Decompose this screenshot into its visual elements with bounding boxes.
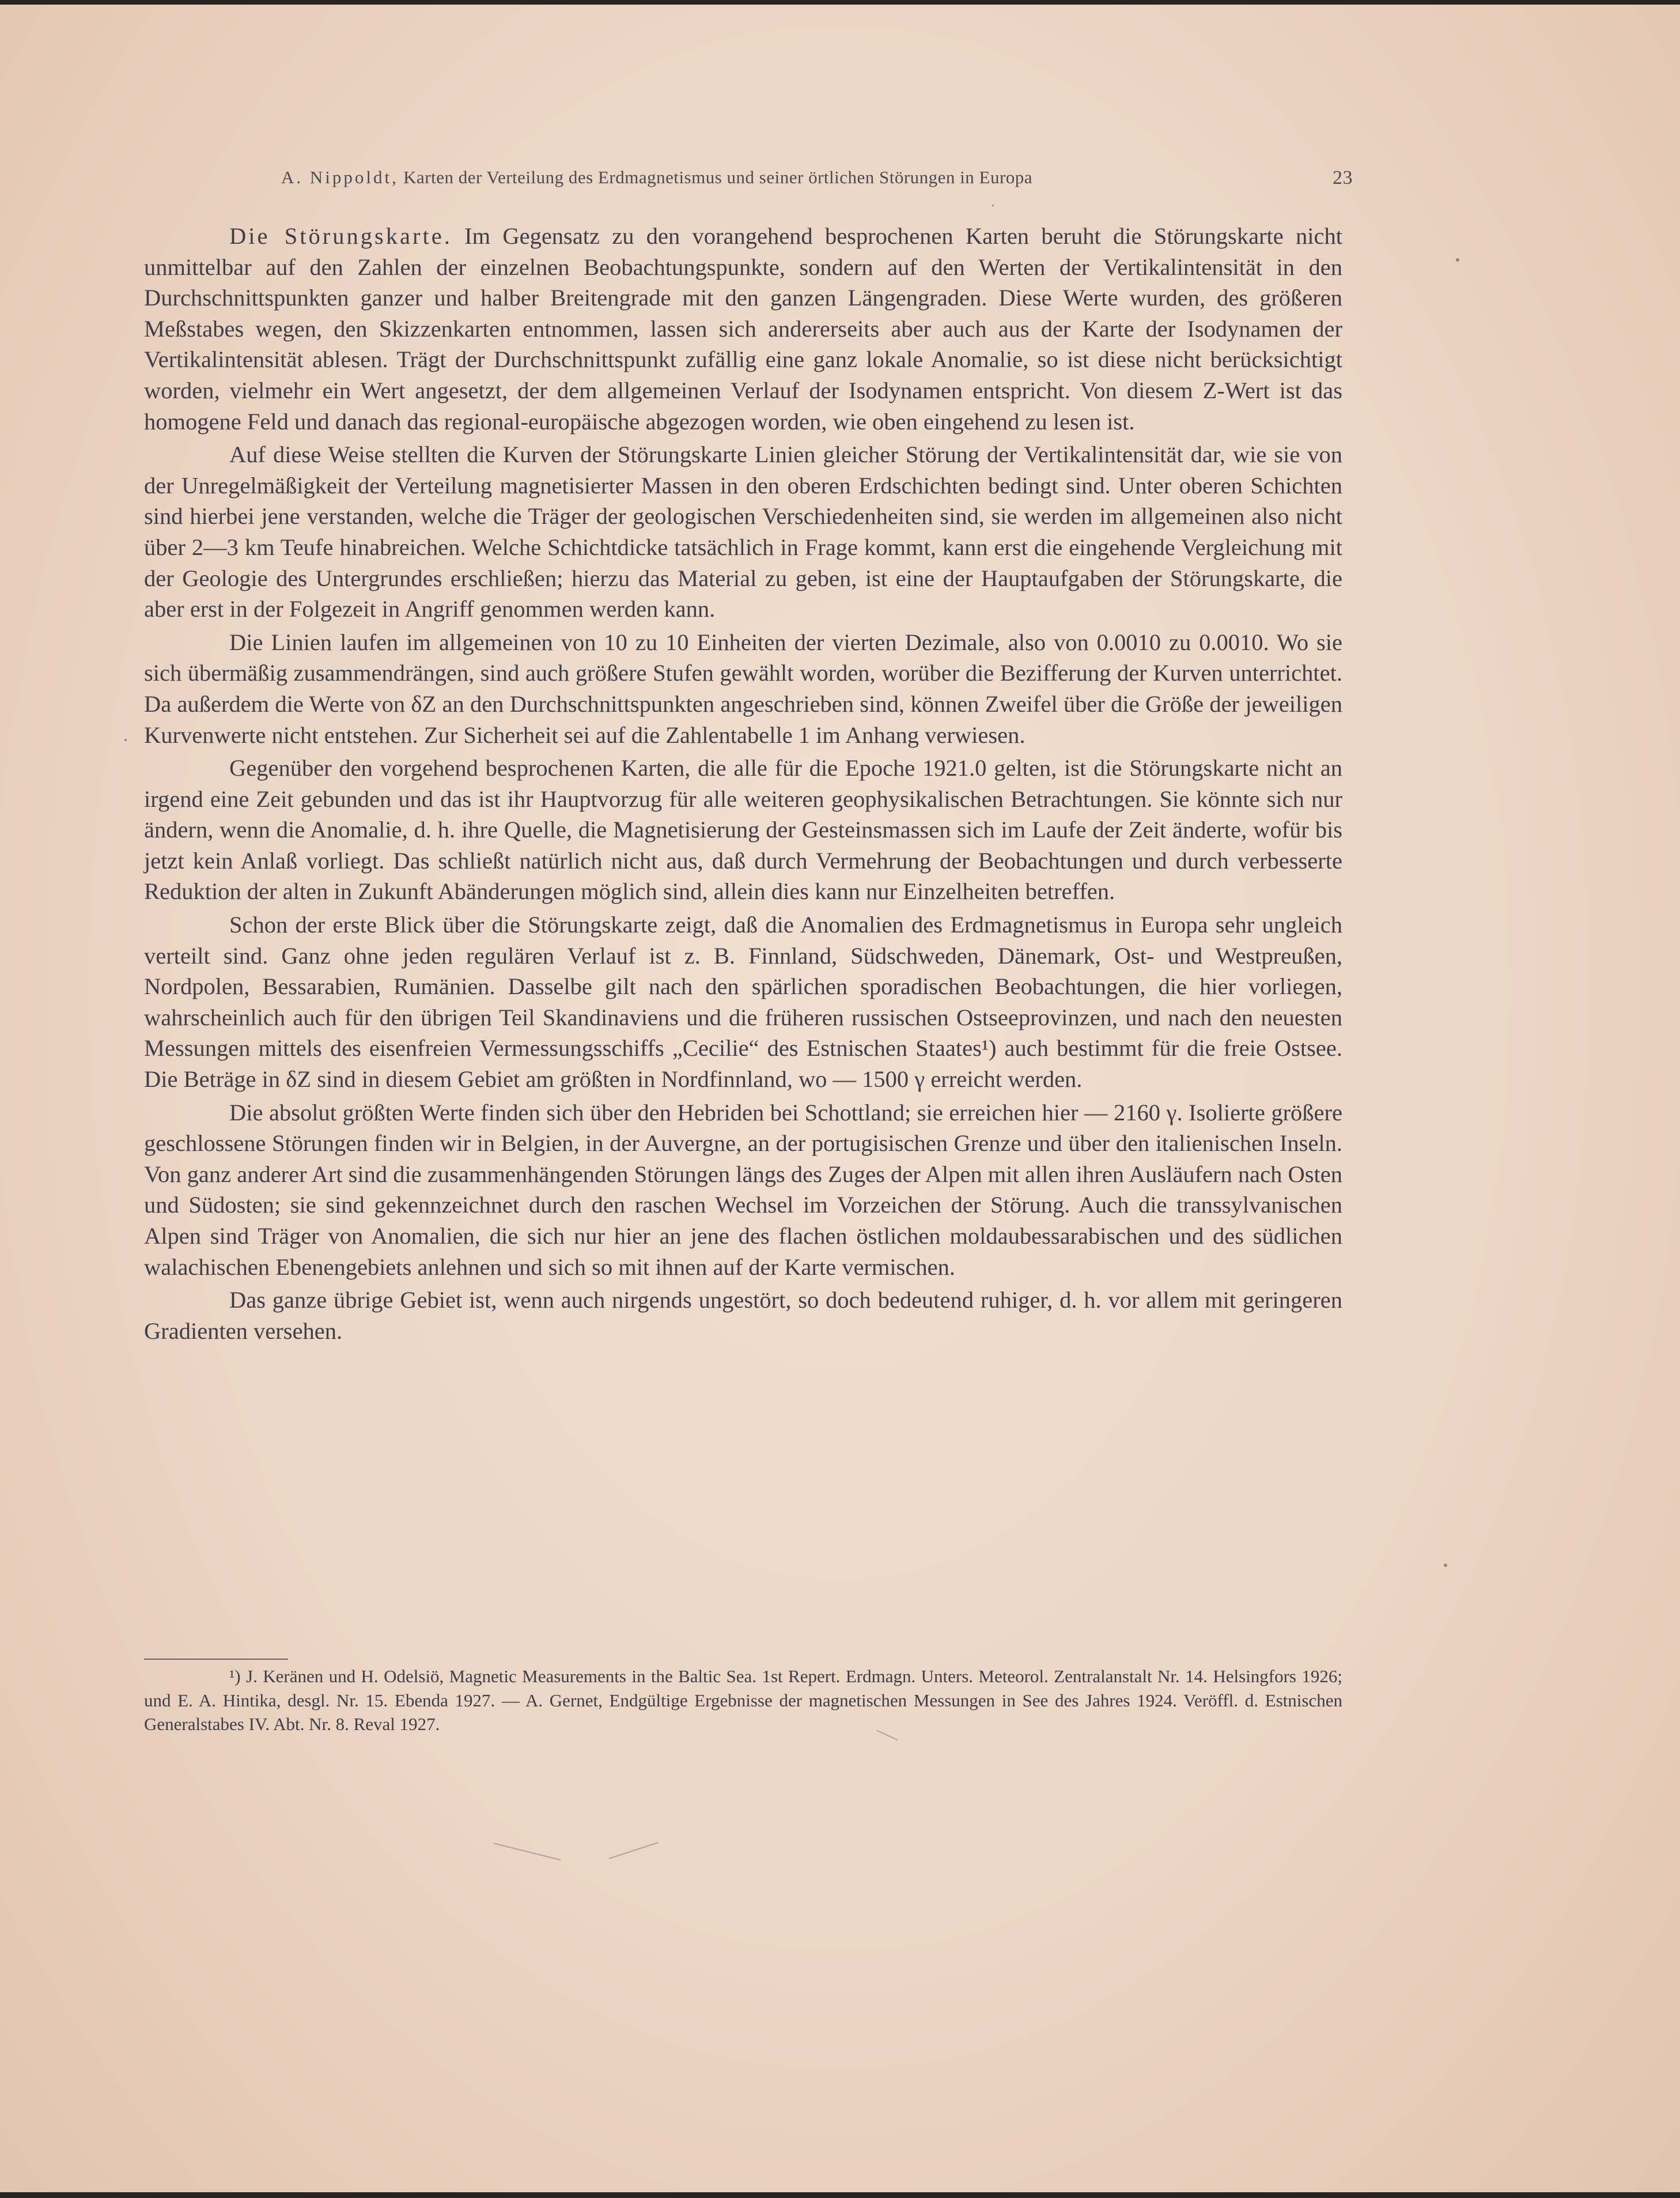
body-text (144, 221, 1342, 1349)
footnote-1 (144, 1664, 1342, 1736)
scan-top-edge (0, 0, 1680, 5)
running-head-text (281, 167, 1032, 188)
section-lead: Die Störungskarte. (229, 223, 452, 249)
scan-bottom-edge (0, 2192, 1680, 2198)
paragraph-3 (144, 627, 1342, 750)
paragraph-6 (144, 1097, 1342, 1283)
paragraph-4 (144, 753, 1342, 907)
paragraph-1 (144, 221, 1342, 437)
paragraph-1-text: Im Gegensatz zu den vorangehend besprochenen Karten beruht die Störungskarte nicht unmittelbar auf den Zahlen der einzelnen Beobachtungspunkte, sondern auf den Werten der Vertikalintensität in den Durchschnittspunkten ganzer und halber Breitengrade mit den ganzen Längengraden. Diese Werte wurden, des größeren Meßstabes wegen, den Skizzenkarten entnommen, lassen sich andererseits aber auch aus der Karte der Isodynamen der Vertikalintensität ablesen. Trägt der Durchschnittspunkt zufällig eine ganz lokale Anomalie, so ist diese nicht berücksichtigt worden, vielmehr ein Wert angesetzt, der dem allgemeinen Verlauf der Isodynamen entspricht. Von diesem Z-Wert ist das homogene Feld und danach das regional-europäische abgezogen worden, wie oben eingehend zu lesen ist. (144, 223, 1342, 435)
paragraph-5 (144, 909, 1342, 1095)
head-title: Karten der Verteilung des Erdmagnetismus und seiner örtlichen Störungen in Europa (403, 167, 1033, 187)
paragraph-4-text: Gegenüber den vorgehend besprochenen Karten, die alle für die Epoche 1921.0 gelten, ist die Störungskarte nicht an irgend eine Zeit gebunden und das ist ihr Hauptvorzug für alle weiteren geophysikalischen Betrachtungen. Sie könnte sich nur ändern, wenn die Anomalie, d. h. ihre Quelle, die Magnetisierung der Gesteinsmassen sich im Laufe der Zeit änderte, wofür bis jetzt kein Anlaß vorliegt. Das schließt natürlich nicht aus, daß durch Vermehrung der Beobachtungen und durch verbesserte Reduktion der alten in Zukunft Abänderungen möglich sind, allein dies kann nur Einzelheiten betreffen. (144, 755, 1342, 905)
head-author: A. Nippoldt, (281, 167, 399, 187)
footnote-rule (144, 1659, 288, 1660)
page-number: 23 (1333, 167, 1353, 188)
paper-speck (992, 205, 994, 206)
footnotes (144, 1664, 1342, 1736)
paper-speck (1456, 258, 1459, 262)
paper-speck (124, 739, 127, 741)
paragraph-3-text: Die Linien laufen im allgemeinen von 10 zu 10 Einheiten der vierten Dezimale, also von 0.0010 zu 0.0010. Wo sie sich übermäßig zusammendrängen, sind auch größere Stufen gewählt worden, worüber die Bezifferung der Kurven unterrichtet. Da außerdem die Werte von δZ an den Durchschnittspunkten angeschrieben sind, können Zweifel über die Größe der jeweiligen Kurvenwerte nicht entstehen. Zur Sicherheit sei auf die Zahlentabelle 1 im Anhang verwiesen. (144, 629, 1342, 748)
running-head (281, 167, 1353, 196)
paragraph-2 (144, 439, 1342, 625)
footnote-text: J. Keränen und H. Odelsiö, Magnetic Measurements in the Baltic Sea. 1st Repert. Erdmagn. Unters. Meteorol. Zentralanstalt Nr. 14. Helsingfors 1926; und E. A. Hintika, desgl. Nr. 15. Ebenda 1927. — A. Gernet, Endgültige Ergebnisse der magnetischen Messungen in See des Jahres 1924. Veröffl. d. Estnischen Generalstabes IV. Abt. Nr. 8. Reval 1927. (144, 1666, 1342, 1734)
paragraph-5-text: Schon der erste Blick über die Störungskarte zeigt, daß die Anomalien des Erdmagnetismus in Europa sehr ungleich verteilt sind. Ganz ohne jeden regulären Verlauf ist z. B. Finnland, Südschweden, Dänemark, Ost- und Westpreußen, Nordpolen, Bessarabien, Rumänien. Dasselbe gilt nach den spärlichen sporadischen Beobachtungen, die hier vorliegen, wahrscheinlich auch für den übrigen Teil Skandinaviens und die früheren russischen Ostseeprovinzen, und nach den neuesten Messungen mittels des eisenfreien Vermessungsschiffs „Cecilie“ des Estnischen Staates¹) auch bestimmt für die freie Ostsee. Die Beträge in δZ sind in diesem Gebiet am größten in Nordfinnland, wo — 1500 γ erreicht werden. (144, 912, 1342, 1093)
paragraph-2-text: Auf diese Weise stellten die Kurven der Störungskarte Linien gleicher Störung der Vertikalintensität dar, wie sie von der Unregelmäßigkeit der Verteilung magnetisierter Massen in den oberen Erdschichten bedingt sind. Unter oberen Schichten sind hierbei jene verstanden, welche die Träger der geologischen Verschiedenheiten sind, sie werden im allgemeinen also nicht über 2—3 km Teufe hinabreichen. Welche Schichtdicke tatsächlich in Frage kommt, kann erst die eingehende Vergleichung mit der Geologie des Untergrundes erschließen; hierzu das Material zu geben, ist eine der Hauptaufgaben der Störungskarte, die aber erst in der Folgezeit in Angriff genommen werden kann. (144, 441, 1342, 622)
footnote-marker: ¹) (229, 1666, 241, 1686)
paragraph-7-text: Das ganze übrige Gebiet ist, wenn auch nirgends ungestört, so doch bedeutend ruhiger, d. h. vor allem mit geringeren Gradienten versehen. (144, 1287, 1342, 1344)
paper-speck (1444, 1563, 1447, 1567)
paragraph-7 (144, 1285, 1342, 1346)
paragraph-6-text: Die absolut größten Werte finden sich über den Hebriden bei Schottland; sie erreichen hier — 2160 γ. Isolierte größere geschlossene Störungen finden wir in Belgien, in der Auvergne, an der portugisischen Grenze und über den italienischen Inseln. Von ganz anderer Art sind die zusammenhängenden Störungen längs des Zuges der Alpen mit allen ihren Ausläufern nach Osten und Südosten; sie sind gekennzeichnet durch den raschen Wechsel im Vorzeichen der Störung. Auch die transsylvanischen Alpen sind Träger von Anomalien, die sich nur hier an jene des flachen östlichen moldaubessarabischen und des südlichen walachischen Ebenengebiets anlehnen und sich so mit ihnen auf der Karte vermischen. (144, 1099, 1342, 1280)
